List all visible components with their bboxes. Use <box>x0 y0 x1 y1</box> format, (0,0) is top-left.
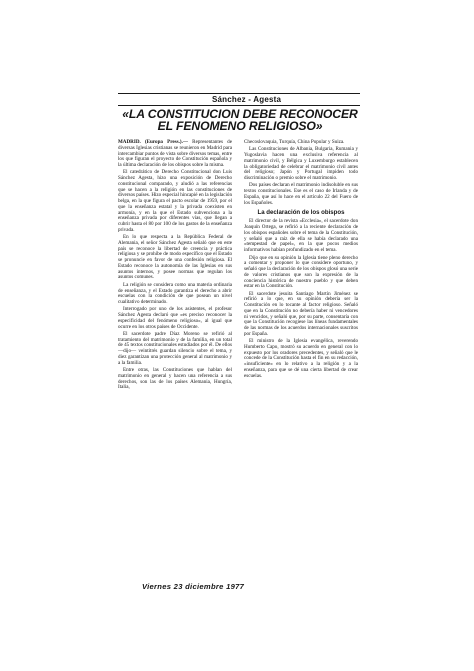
article-paragraph: Dijo que en su opinión la Iglesia tiene pleno derecho a comentar y proponer lo que considere oportuno, y señaló que la declaración de los obispos glosó una serie de valores cristianos que son la expresión de la conciencia histórica de nuestro pueblo y que deben estar en la Constitución. <box>244 254 358 290</box>
right-column <box>244 140 358 381</box>
subheading: La declaración de los obispos <box>257 209 345 217</box>
headline: «LA CONSTITUCION DEBE RECONOCER EL FENOMENO RELIGIOSO» <box>122 107 358 134</box>
article-paragraph: El sacerdote padre Díaz Moreno se refirió al tratamiento del matrimonio y de la familia, en un total de 45 textos constitucionales estudiados por él. De ellos —dijo— veintitrés guardan silencio sobre el tema, y diez garantizan una protección general al matrimonio y a la familia. <box>118 330 232 366</box>
article-paragraph: Interrogado por uno de los asistentes, el profesor Sánchez Agesta declaró que «es preciso reconocer la especificidad del fenómeno religioso», al igual que ocurre en los otros países de Occidente. <box>118 306 232 330</box>
article-paragraph: Entre otras, las Constituciones que hablan del matrimonio en general y hacen una referencia a sus derechos, son las de los países Alemania, Hungría, Italia, <box>118 367 232 391</box>
publication-date: Viernes 23 diciembre 1977 <box>142 582 245 591</box>
section-rule <box>118 105 360 106</box>
article-paragraph: En lo que respecta a la República Federal de Alemania, el señor Sánchez Agesta señaló que en este país se reconoce la libertad de creencia y práctica religiosa y se prohíbe de modo específico que el Estado se pronuncie en favor de una confesión religiosa. El Estado reconoce la autonomía de las Iglesias en sus asuntos internos, y posee normas que regulan los asuntos comunes. <box>118 234 232 281</box>
top-rule <box>118 93 360 94</box>
lead-text: Representantes de diversas Iglesias cristianas se reunieron en Madrid para intercambiar puntos de vista sobre diversos temas, entre los que figuran el proyecto de Constitución española y la última declaración de los obispos sobre la misma. <box>118 139 233 168</box>
byline: MADRID. (Europa Press.).— <box>118 139 188 145</box>
article-paragraph: La religión se considera como una materia ordinaria de enseñanza, y el Estado garantiza el derecho a abrir escuelas con la condición de que posean un nivel cualitativo determinado. <box>118 281 232 306</box>
article-paragraph: Dos países declaran el matrimonio indisoluble en sus textos constitucionales. Ese es el caso de Irlanda y de España, que así lo hace en el artículo 22 del Fuero de los Españoles. <box>244 182 358 206</box>
left-column <box>118 140 232 393</box>
article-paragraph: Checoslovaquia, Turquía, China Popular y Suiza. <box>244 139 345 145</box>
article-paragraph: Las Constituciones de Albania, Bulgaria, Rumania y Yugoslavia hacen una exclusiva referencia al matrimonio civil, y Bélgica y Luxemburgo establecen la obligatoriedad de celebrar el matrimonio civil antes del religioso; Japón y Portugal impiden todo discriminación o premio sobre el matrimonio. <box>244 146 358 182</box>
section-header: Sánchez - Agesta <box>212 95 282 104</box>
article-paragraph: El director de la revista «Ecclesia», el sacerdote don Joaquín Ortega, se refirió a la reciente declaración de los obispos españoles sobre el tema de la Constitución, y señaló que a raíz de ella se había declarado una «tempestad de papel», en la que pocos medios informativos habían profundizado en el tema. <box>244 218 358 254</box>
lead-paragraph <box>118 140 232 169</box>
article-paragraph: El ministro de la Iglesia evangélica, reverendo Humberto Capo, mostró su acuerdo en general con lo expuesto por los oradores precedentes, y señaló que le concede de la Constitución hasta el fin en su redacción, «insuficiente» en lo relativo a la religión y a la enseñanza, para que se dé una cierta libertad de crear escuelas. <box>244 338 358 379</box>
article-paragraph: El catedrático de Derecho Constitucional don Luis Sánchez Agesta, hizo una exposición de Derecho constitucional comparado, y aludió a las referencias que se hacen a la religión en las constituciones de diversos países. Hizo especial hincapié en la legislación belga, en la que figura el pacto escolar de 1959, por el que la enseñanza estatal y la privada coexisten en armonía, y en la que el Estado subvenciona a la enseñanza privada por diferentes vías, que llegan a cubrir hasta el 80 por 100 de los gastos de la enseñanza privada. <box>118 169 232 233</box>
article-paragraph: El sacerdote jesuita Santiago Martín Jiménez se refirió a lo que, en su opinión debería ser la Constitución en lo tocante al factor religioso. Señaló que en la Constitución no debería haber ni vencedores ni vencidos, y señaló que, por su parte, consentaría con que la Constitución recogiese las líneas fundamentales de las normas de los acuerdos internacionales suscritos por España. <box>244 290 358 337</box>
